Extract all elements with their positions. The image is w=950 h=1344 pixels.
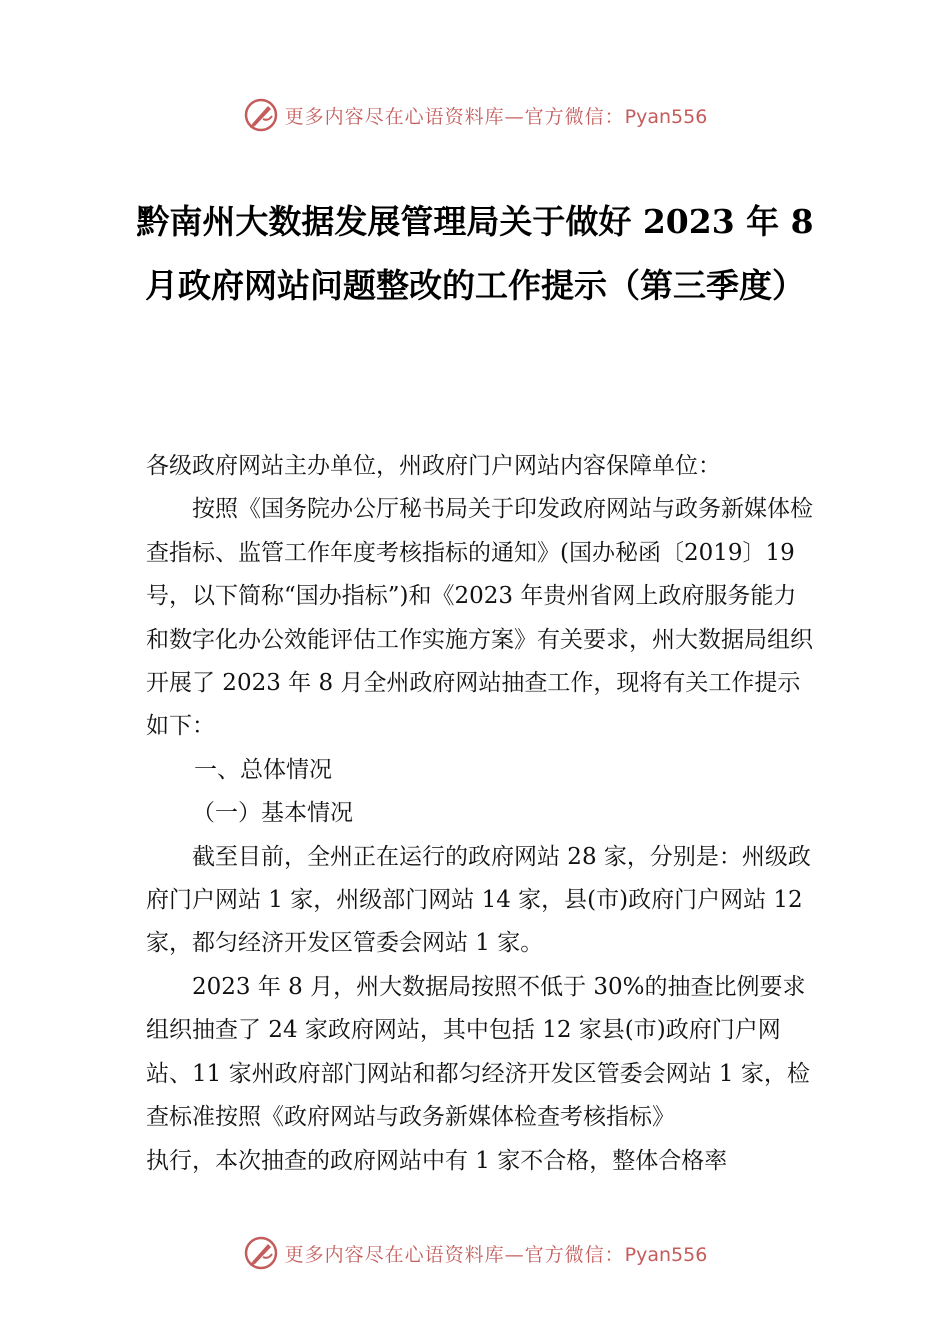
header-watermark bbox=[0, 95, 950, 135]
watermark-wechat-id: Pyan556 bbox=[624, 105, 708, 128]
intro-paragraph: 按照《国务院办公厅秘书局关于印发政府网站与政务新媒体检查指标、监管工作年度考核指标的通知》(国办秘函〔2019〕19 号，以下简称“国办指标”)和《2023 年贵州省网上政府服务能力和数字化办公效能评估工作实施方案》有关要求，州大数据局组织开展了 2023 年 8 月全州政府网站抽查工作，现将有关工作提示如下： bbox=[146, 496, 813, 740]
document-body bbox=[146, 445, 814, 1183]
watermark-wechat-id: Pyan556 bbox=[624, 1243, 708, 1266]
section-heading-1: 一、总体情况 bbox=[194, 756, 332, 783]
paragraph-site-count: 截至目前，全州正在运行的政府网站 28 家，分别是：州级政府门户网站 1 家，州级部门网站 14 家，县(市)政府门户网站 12 家，都匀经济开发区管委会网站 1 家。 bbox=[146, 843, 811, 957]
watermark-text: 更多内容尽在心语资料库—官方微信：Pyan556 bbox=[284, 1243, 708, 1266]
watermark-text: 更多内容尽在心语资料库—官方微信：Pyan556 bbox=[284, 105, 708, 128]
paragraph-result: 执行，本次抽查的政府网站中有 1 家不合格，整体合格率 bbox=[146, 1147, 728, 1174]
pen-in-circle-logo bbox=[243, 97, 279, 133]
paragraph-inspection: 2023 年 8 月，州大数据局按照不低于 30%的抽查比例要求组织抽查了 24 家政府网站，其中包括 12 家县(市)政府门户网站、11 家州政府部门网站和都匀经济开发区管委会网站 1 家，检查标准按照《政府网站与政务新媒体检查考核指标》 bbox=[146, 973, 810, 1131]
subsection-heading-1-1: （一）基本情况 bbox=[192, 800, 353, 827]
salutation: 各级政府网站主办单位，州政府门户网站内容保障单位： bbox=[146, 453, 721, 479]
footer-watermark bbox=[0, 1233, 950, 1273]
document-title: 黔南州大数据发展管理局关于做好 2023 年 8 月政府网站问题整改的工作提示（第三季度） bbox=[136, 202, 814, 305]
pen-in-circle-logo bbox=[243, 1235, 279, 1271]
